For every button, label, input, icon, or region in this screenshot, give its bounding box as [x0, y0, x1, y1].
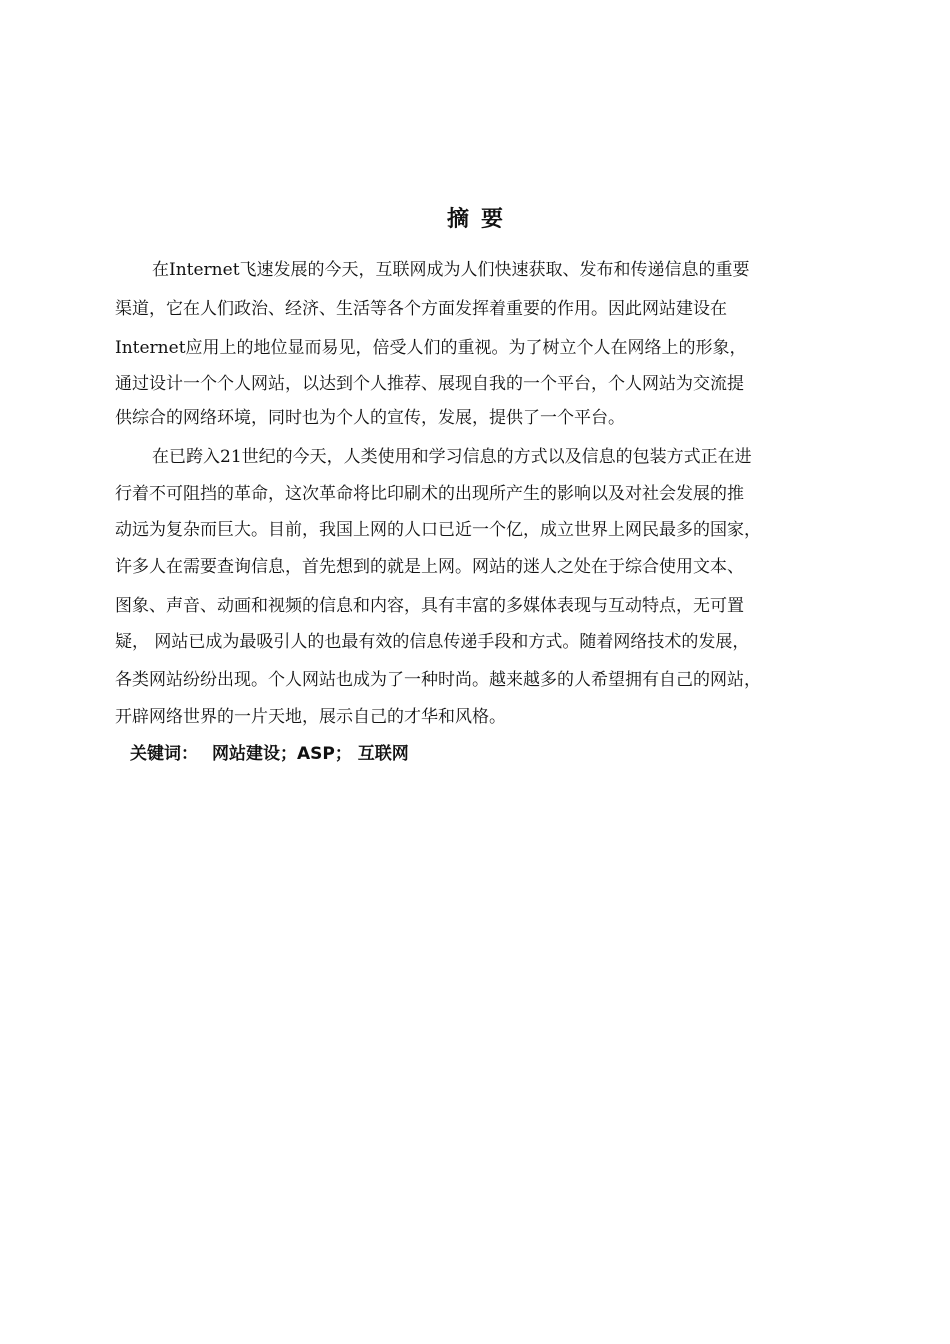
keywords-label: 关键词： [130, 744, 198, 764]
keywords-line [130, 742, 409, 766]
page-title: 摘要 [446, 207, 515, 232]
paragraph-1-line-2: 渠道，它在人们政治、经济、生活等各个方面发挥着重要的作用。因此网站建设在 [115, 299, 727, 319]
paragraph-2-line-2: 行着不可阻挡的革命，这次革命将比印刷术的出现所产生的影响以及对社会发展的推 [115, 484, 744, 504]
paragraph-1-line-1: 在Internet飞速发展的今天，互联网成为人们快速获取、发布和传递信息的重要 [152, 260, 750, 280]
paragraph-2-line-1: 在已跨入21世纪的今天，人类使用和学习信息的方式以及信息的包装方式正在进 [152, 447, 752, 467]
paragraph-2-line-5: 图象、声音、动画和视频的信息和内容，具有丰富的多媒体表现与互动特点，无可置 [115, 596, 744, 616]
paragraph-2-line-8: 开辟网络世界的一片天地，展示自己的才华和风格。 [115, 707, 506, 727]
paragraph-2-line-3: 动远为复杂而巨大。目前，我国上网的人口已近一个亿，成立世界上网民最多的国家， [115, 520, 761, 540]
paragraph-1-line-3: Internet应用上的地位显而易见，倍受人们的重视。为了树立个人在网络上的形象， [115, 338, 747, 358]
paragraph-2-line-7: 各类网站纷纷出现。个人网站也成为了一种时尚。越来越多的人希望拥有自己的网站， [115, 670, 761, 690]
paragraph-2-line-6: 疑， 网站已成为最吸引人的也最有效的信息传递手段和方式。随着网络技术的发展， [115, 632, 750, 652]
paragraph-1-line-5: 供综合的网络环境，同时也为个人的宣传，发展，提供了一个平台。 [115, 408, 625, 428]
keywords-value: 网站建设；ASP； 互联网 [212, 744, 409, 764]
paragraph-2-line-4: 许多人在需要查询信息，首先想到的就是上网。网站的迷人之处在于综合使用文本、 [115, 557, 744, 577]
paragraph-1-line-4: 通过设计一个个人网站，以达到个人推荐、展现自我的一个平台，个人网站为交流提 [115, 374, 744, 394]
